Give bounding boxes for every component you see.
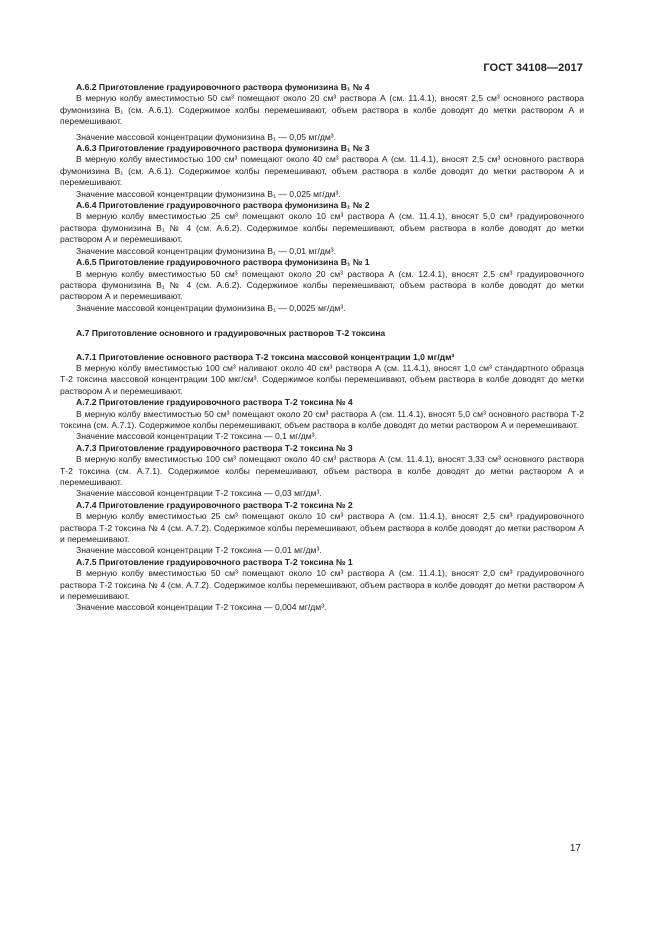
paragraph: Значение массовой концентрации Т-2 токсина — 0,004 мг/дм³. bbox=[76, 602, 327, 613]
paragraph: В мерную колбу вместимостью 50 см³ помещают около 10 см³ раствора А (см. 11.4.1), вносят 2,0 см³ градуировочного раствора Т-2 токсина № 4 (см. А.7.2). Содержимое колбы перемешивают, объем раствора в колбе доводят до метки раствором А и перемешивают. bbox=[60, 568, 584, 602]
section-heading: А.7.5 Приготовление градуировочного раствора Т-2 токсина № 1 bbox=[76, 556, 353, 567]
paragraph: В мерную колбу вместимостью 100 см³ помещают около 40 см³ раствора А (см. 11.4.1), вносят 2,5 см³ основного раствора фумонизина В₁ (см. А.6.1). Содержимое колбы перемешивают, объем раствора в колбе доводят до метки раствором А и перемешивают. bbox=[60, 154, 584, 188]
paragraph: В мерную колбу вместимостью 25 см³ помещают около 10 см³ раствора А (см. 11.4.1), вносят 5,0 см³ градуировочного раствора фумонизина В₁ № 4 (см. А.6.2). Содержимое колбы перемешивают, объем раствора в колбе доводят до метки раствором А и перемешивают. bbox=[60, 211, 584, 245]
paragraph: В мерную колбу вместимостью 50 см³ помещают около 20 см³ раствора А (см. 11.4.1), вносят 5,0 см³ основного раствора Т-2 токсина (см. А.7.1). Содержимое колбы перемешивают, объем раствора в колбе доводят до метки раствором А и перемешивают. bbox=[60, 408, 584, 430]
paragraph: Значение массовой концентрации фумонизина В₁ — 0,05 мг/дм³. bbox=[76, 131, 337, 142]
section-heading: А.6.5 Приготовление градуировочного раствора фумонизина В₁ № 1 bbox=[76, 257, 370, 268]
section-heading: А.7.4 Приготовление градуировочного раствора Т-2 токсина № 2 bbox=[76, 499, 353, 510]
section-heading: А.7.3 Приготовление градуировочного раствора Т-2 токсина № 3 bbox=[76, 442, 353, 453]
section-heading: А.7 Приготовление основного и градуировочных растворов Т-2 токсина bbox=[76, 328, 386, 339]
section-heading: А.6.3 Приготовление градуировочного раствора фумонизина В₁ № 3 bbox=[76, 143, 370, 154]
section-heading: А.6.4 Приготовление градуировочного раствора фумонизина В₁ № 2 bbox=[76, 200, 370, 211]
standard-number-header: ГОСТ 34108—2017 bbox=[483, 62, 583, 74]
paragraph: Значение массовой концентрации Т-2 токсина — 0,1 мг/дм³. bbox=[76, 431, 317, 442]
paragraph: Значение массовой концентрации фумонизина В₁ — 0,01 мг/дм³. bbox=[76, 245, 337, 256]
document-body bbox=[60, 82, 584, 614]
paragraph: В мерную колбу вместимостью 100 см³ наливают около 40 см³ раствора А (см. 11.4.1), вносят 1,0 см³ стандартного образца Т-2 токсина массовой концентрации 100 мкг/см³. Содержимое колбы перемешивают, объем раствора в колбе доводят до метки раствором А и перемешивают. bbox=[60, 362, 584, 396]
paragraph: В мерную колбу вместимостью 25 см³ помещают около 10 см³ раствора А (см. 11.4.1), вносят 2,5 см³ градуировочного раствора Т-2 токсина № 4 (см. А.7.2). Содержимое колбы перемешивают, объем раствора в колбе доводят до метки раствором А и перемешивают. bbox=[60, 511, 584, 545]
page-number: 17 bbox=[569, 843, 581, 854]
section-heading: А.7.1 Приготовление основного раствора Т-2 токсина массовой концентрации 1,0 мг/дм³ bbox=[76, 351, 455, 362]
paragraph: Значение массовой концентрации фумонизина В₁ — 0,025 мг/дм³. bbox=[76, 188, 341, 199]
paragraph: Значение массовой концентрации фумонизина В₁ — 0,0025 мг/дм³. bbox=[76, 302, 346, 313]
paragraph: В мерную колбу вместимостью 50 см³ помещают около 20 см³ раствора А (см. 11.4.1), вносят 2,5 см³ основного раствора фумонизина В₁ (см. А.6.1). Содержимое колбы перемешивают, объем раствора в колбе доводят до метки раствором А и перемешивают. bbox=[60, 93, 584, 127]
paragraph: В мерную колбу вместимостью 50 см³ помещают около 20 см³ раствора А (см. 12.4.1), вносят 2,5 см³ градуировочного раствора фумонизина В₁ № 4 (см. А.6.2). Содержимое колбы перемешивают, объем раствора в колбе доводят до метки раствором А и перемешивают. bbox=[60, 268, 584, 302]
section-heading: А.7.2 Приготовление градуировочного раствора Т-2 токсина № 4 bbox=[76, 397, 353, 408]
paragraph: Значение массовой концентрации Т-2 токсина — 0,03 мг/дм³. bbox=[76, 488, 322, 499]
paragraph: В мерную колбу вместимостью 100 см³ помещают около 40 см³ раствора А (см. 11.4.1), вносят 3,33 см³ основного раствора Т-2 токсина (см. А.7.1). Содержимое колбы перемешивают, объем раствора в колбе доводят до метки раствором А и перемешивают. bbox=[60, 454, 584, 487]
section-heading: А.6.2 Приготовление градуировочного раствора фумонизина В₁ № 4 bbox=[76, 82, 370, 92]
paragraph: Значение массовой концентрации Т-2 токсина — 0,01 мг/дм³. bbox=[76, 545, 322, 556]
